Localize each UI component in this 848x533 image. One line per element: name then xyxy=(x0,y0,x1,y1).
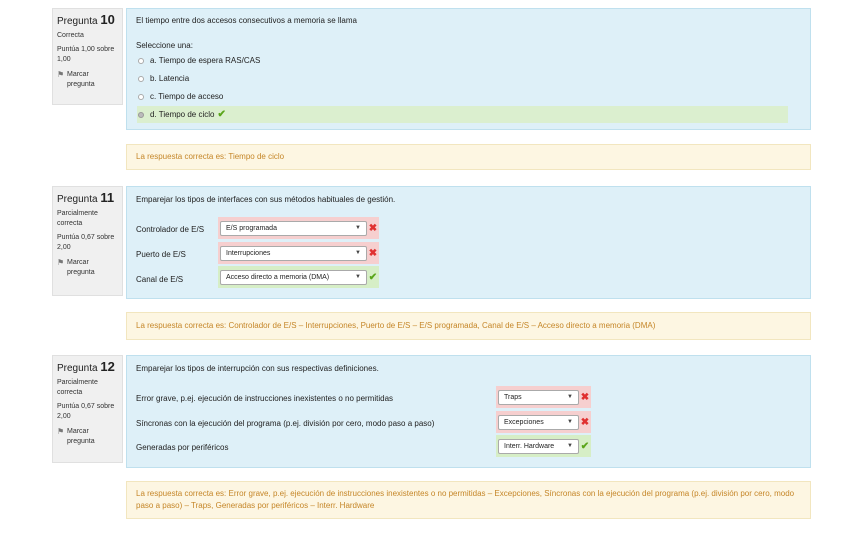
match-row-label: Síncronas con la ejecución del programa (p.ej. división por cero, modo paso a paso) xyxy=(136,419,435,428)
match-row-label: Controlador de E/S xyxy=(136,225,205,234)
flag-icon: ⚑ xyxy=(57,70,65,79)
question-11-feedback: La respuesta correcta es: Controlador de E/S – Interrupciones, Puerto de E/S – E/S programada, Canal de E/S – Acceso directo a memoria (DMA) xyxy=(126,312,811,340)
check-icon: ✔ xyxy=(368,271,378,283)
question-10-content xyxy=(126,8,811,130)
match-select[interactable]: Interrupciones ▼ xyxy=(220,246,367,261)
question-state: Correcta xyxy=(57,32,84,39)
cross-icon: ✖ xyxy=(580,416,590,428)
question-10-info xyxy=(52,8,123,105)
match-row-1 xyxy=(218,217,379,239)
match-row-label: Generadas por periféricos xyxy=(136,443,229,452)
match-select[interactable]: Interr. Hardware ▼ xyxy=(498,439,579,454)
radio-button[interactable] xyxy=(138,58,144,64)
match-row-label: Puerto de E/S xyxy=(136,250,186,259)
flag-icon: ⚑ xyxy=(57,427,65,436)
flag-question-link[interactable]: ⚑ Marcar pregunta xyxy=(57,427,95,445)
match-row-label: Canal de E/S xyxy=(136,275,184,284)
answer-option-a[interactable]: a. Tiempo de espera RAS/CAS xyxy=(138,53,260,68)
match-select[interactable]: Excepciones ▼ xyxy=(498,415,579,430)
match-row-1 xyxy=(496,386,591,408)
radio-button[interactable] xyxy=(138,76,144,82)
question-12-content xyxy=(126,355,811,468)
cross-icon: ✖ xyxy=(368,222,378,234)
question-state: Parcialmente correcta xyxy=(57,379,98,396)
answer-option-b[interactable]: b. Latencia xyxy=(138,71,189,86)
question-number: Pregunta 12 xyxy=(57,359,115,374)
question-12-info xyxy=(52,355,123,463)
caret-down-icon: ▼ xyxy=(355,225,361,231)
match-row-2 xyxy=(496,411,591,433)
match-select[interactable]: Acceso directo a memoria (DMA) ▼ xyxy=(220,270,367,285)
flag-question-link[interactable]: ⚑ Marcar pregunta xyxy=(57,70,95,88)
question-10-feedback: La respuesta correcta es: Tiempo de ciclo xyxy=(126,144,811,170)
match-row-2 xyxy=(218,242,379,264)
match-row-label: Error grave, p.ej. ejecución de instrucciones inexistentes o no permitidas xyxy=(136,394,394,403)
question-grade: Puntúa 0,67 sobre 2,00 xyxy=(57,234,115,251)
caret-down-icon: ▼ xyxy=(567,443,573,449)
question-state: Parcialmente correcta xyxy=(57,210,98,227)
caret-down-icon: ▼ xyxy=(567,419,573,425)
check-icon: ✔ xyxy=(217,109,226,120)
cross-icon: ✖ xyxy=(580,391,590,403)
caret-down-icon: ▼ xyxy=(355,274,361,280)
question-11-content xyxy=(126,186,811,299)
question-12-feedback: La respuesta correcta es: Error grave, p.ej. ejecución de instrucciones inexistentes o no permitidas – Excepciones, Síncronas con la ejecución del programa (p.ej. división por cero, modo paso a paso) – Traps, Generadas por periféricos – Interr. Hardware xyxy=(126,481,811,519)
answer-prompt: Seleccione una: xyxy=(136,41,193,50)
match-select[interactable]: Traps ▼ xyxy=(498,390,579,405)
radio-button[interactable] xyxy=(138,94,144,100)
caret-down-icon: ▼ xyxy=(567,394,573,400)
question-text: El tiempo entre dos accesos consecutivos a memoria se llama xyxy=(136,16,357,25)
question-11-info xyxy=(52,186,123,296)
match-row-3 xyxy=(218,266,379,288)
question-grade: Puntúa 0,67 sobre 2,00 xyxy=(57,403,115,420)
question-number: Pregunta 11 xyxy=(57,190,115,205)
caret-down-icon: ▼ xyxy=(355,250,361,256)
question-text: Emparejar los tipos de interrupción con sus respectivas definiciones. xyxy=(136,364,379,373)
radio-button-selected[interactable] xyxy=(138,112,144,118)
flag-question-link[interactable]: ⚑ Marcar pregunta xyxy=(57,258,95,276)
match-select[interactable]: E/S programada ▼ xyxy=(220,221,367,236)
match-row-3 xyxy=(496,435,591,457)
cross-icon: ✖ xyxy=(368,247,378,259)
question-text: Emparejar los tipos de interfaces con sus métodos habituales de gestión. xyxy=(136,195,396,204)
answer-option-c[interactable]: c. Tiempo de acceso xyxy=(138,89,223,104)
flag-icon: ⚑ xyxy=(57,258,65,267)
check-icon: ✔ xyxy=(580,440,590,452)
question-grade: Puntúa 1,00 sobre 1,00 xyxy=(57,46,115,63)
answer-option-d[interactable]: d. Tiempo de ciclo ✔ xyxy=(137,106,788,123)
question-number: Pregunta 10 xyxy=(57,12,115,27)
